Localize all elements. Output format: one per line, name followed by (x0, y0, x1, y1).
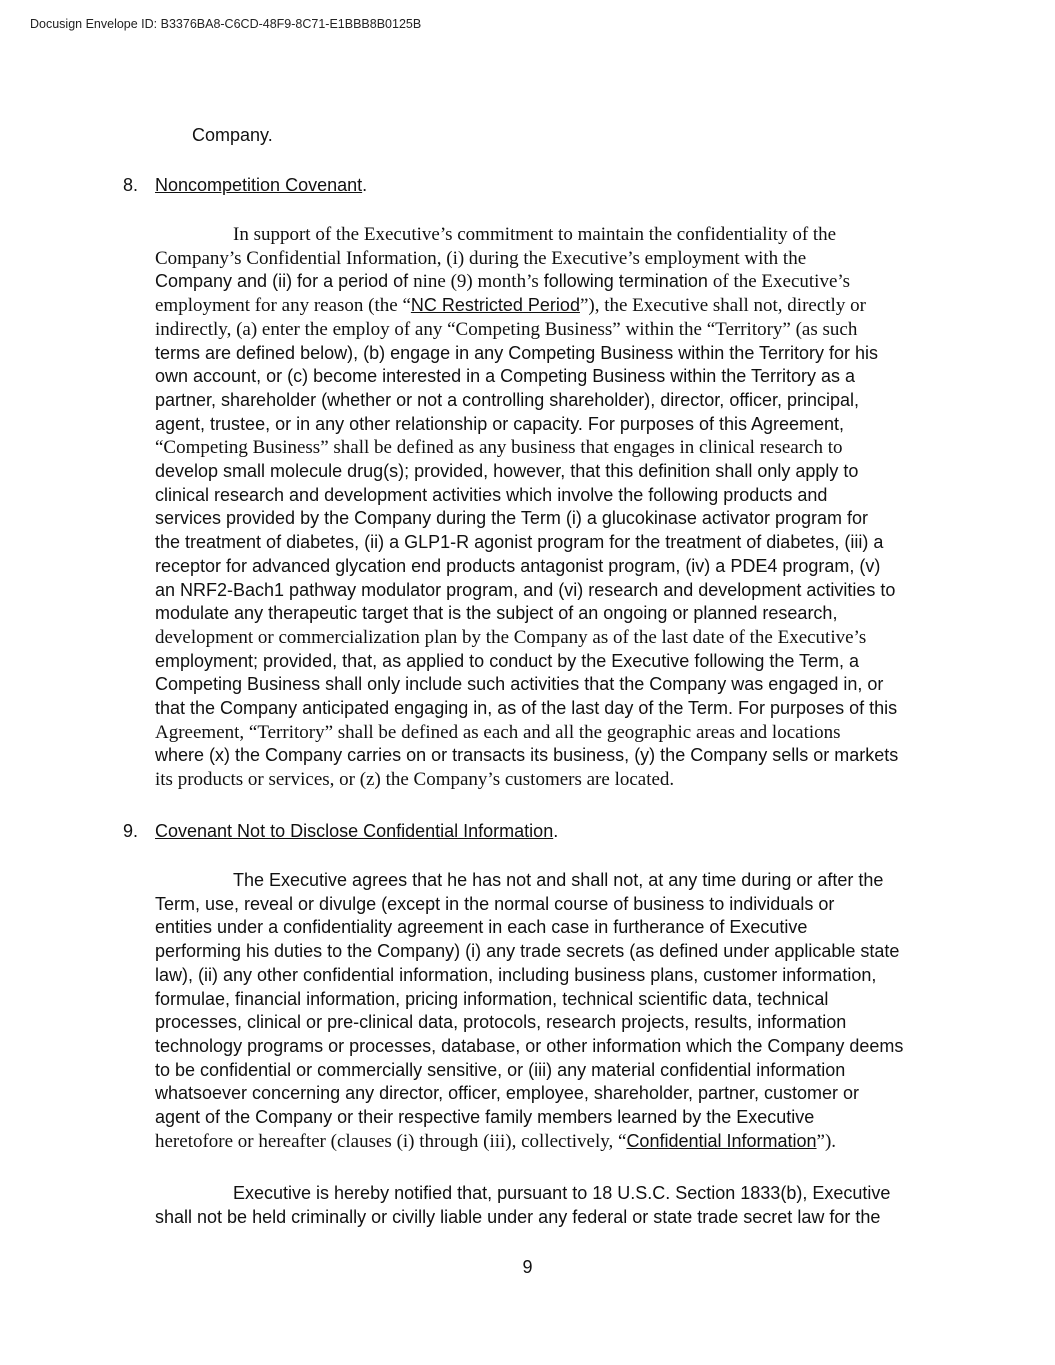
s9-text: ”). (816, 1130, 837, 1152)
section-9-heading (155, 821, 558, 842)
section-9-number: 9. (123, 821, 139, 841)
s8-line: clinical research and development activities which involve the following products and (155, 484, 828, 505)
s9-line: Executive is hereby notified that, pursuant to 18 U.S.C. Section 1833(b), Executive (233, 1183, 891, 1203)
s8-line: employment; provided, that, as applied to conduct by the Executive following the Term, a (155, 650, 860, 671)
page-number: 9 (522, 1257, 533, 1277)
s8-line: own account, or (c) become interested in a Competing Business within the Territory as a (155, 366, 856, 387)
s8-line: develop small molecule drug(s); provided, however, that this definition shall only apply to (155, 461, 859, 482)
s9-text: heretofore or hereafter (clauses (i) through (iii), collectively, “ (155, 1130, 627, 1152)
s9-line: law), (ii) any other confidential information, including business plans, customer information, (155, 964, 877, 985)
s8-text: nine (9) month’s (413, 271, 539, 293)
s8-line: partner, shareholder (whether or not a controlling shareholder), director, officer, principal, (155, 389, 860, 410)
s9-line: formulae, financial information, pricing information, technical scientific data, technical (155, 988, 829, 1009)
s8-line: where (x) the Company carries on or transacts its business, (y) the Company sells or markets (155, 745, 899, 766)
s9-line: technology programs or processes, database, or other information which the Company deems (155, 1035, 904, 1056)
s8-text: employment for any reason (the “ (155, 295, 411, 317)
s9-line (155, 1130, 930, 1154)
section-8-heading-suffix: . (362, 175, 368, 195)
s8-line: In support of the Executive’s commitment to maintain the confidentiality of the (233, 224, 837, 245)
s8-text: ”), the Executive shall not, directly or (579, 295, 866, 317)
s9-line: agent of the Company or their respective family members learned by the Executive (155, 1107, 815, 1128)
s9-line: The Executive agrees that he has not and shall not, at any time during or after the (233, 870, 884, 890)
s8-line: an NRF2-Bach1 pathway modulator program, and (vi) research and development activities to (155, 579, 896, 600)
s8-line: services provided by the Company during the Term (i) a glucokinase activator program for (155, 508, 868, 529)
section-9-heading-suffix: . (553, 821, 559, 841)
section-9-paragraph-2 (155, 1182, 930, 1229)
s8-line: development or commercialization plan by the Company as of the last date of the Executive’s (155, 626, 867, 648)
s8-line: agent, trustee, or in any other relationship or capacity. For purposes of this Agreement, (155, 413, 845, 434)
section-9-heading-text: Covenant Not to Disclose Confidential Information (155, 821, 554, 841)
confidential-information-term: Confidential Information (626, 1130, 817, 1151)
s8-line: Competing Business shall only include such activities that the Company was engaged in, or (155, 674, 884, 695)
s8-line (155, 294, 930, 318)
section-8-paragraph (155, 223, 930, 792)
s9-line: processes, clinical or pre-clinical data, protocols, research projects, results, information (155, 1012, 847, 1033)
section-8-heading-text: Noncompetition Covenant (155, 175, 363, 195)
envelope-id: Docusign Envelope ID: B3376BA8-C6CD-48F9-8C71-E1BBB8B0125B (30, 17, 422, 31)
s8-text: following termination (543, 271, 708, 292)
s8-line: its products or services, or (z) the Company’s customers are located. (155, 769, 675, 791)
continuation-text: Company. (192, 125, 273, 145)
s8-text: of the Executive’s (712, 271, 851, 293)
nc-restricted-period-term: NC Restricted Period (410, 295, 580, 316)
s8-line: the treatment of diabetes, (ii) a GLP1-R agonist program for the treatment of diabetes, (iii) a (155, 532, 884, 553)
s9-line: shall not be held criminally or civilly liable under any federal or state trade secret law for the (155, 1206, 881, 1227)
s9-line: performing his duties to the Company) (i) any trade secrets (as defined under applicable state (155, 941, 900, 962)
s9-line: to be confidential or commercially sensitive, or (iii) any material confidential information (155, 1059, 846, 1080)
s8-text: Company and (ii) for a period of (155, 271, 409, 292)
section-8-heading (155, 175, 367, 196)
s8-line: receptor for advanced glycation end products antagonist program, (iv) a PDE4 program, (v) (155, 555, 881, 576)
s8-line: “Competing Business” shall be defined as any business that engages in clinical research to (155, 437, 843, 459)
s8-line (155, 270, 930, 294)
s8-line: Company’s Confidential Information, (i) during the Executive’s employment with the (155, 247, 807, 269)
s9-line: whatsoever concerning any director, officer, employee, shareholder, partner, customer or (155, 1083, 860, 1104)
s9-line: Term, use, reveal or divulge (except in the normal course of business to individuals or (155, 893, 835, 914)
s8-line: that the Company anticipated engaging in, as of the last day of the Term. For purposes of this (155, 698, 898, 719)
s8-line: indirectly, (a) enter the employ of any “Competing Business” within the “Territory” (as such (155, 318, 858, 340)
section-8-number: 8. (123, 175, 139, 195)
s9-line: entities under a confidentiality agreement in each case in furtherance of Executive (155, 917, 808, 938)
s8-line: terms are defined below), (b) engage in any Competing Business within the Territory for his (155, 342, 879, 363)
section-9-paragraph-1 (155, 869, 930, 1153)
s8-line: Agreement, “Territory” shall be defined as each and all the geographic areas and locations (155, 721, 841, 743)
s8-line: modulate any therapeutic target that is the subject of an ongoing or planned research, (155, 603, 838, 624)
